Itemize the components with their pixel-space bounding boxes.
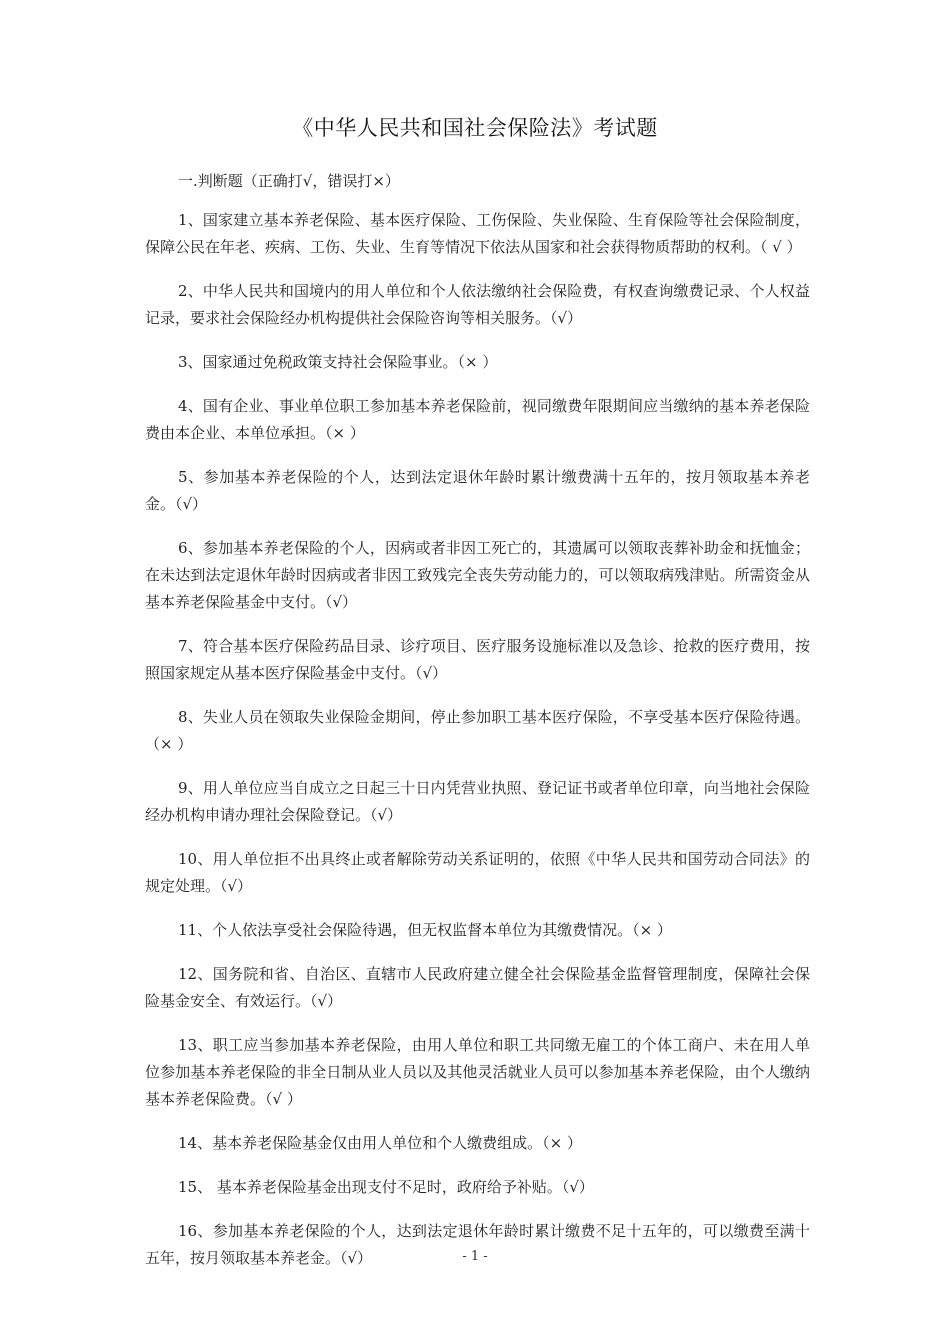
question-item: 6、参加基本养老保险的个人，因病或者非因工死亡的，其遗属可以领取丧葬补助金和抚恤金；在未达到法定退休年龄时因病或者非因工致残完全丧失劳动能力的，可以领取病残津贴。所需资金从基本养老保险基金中支付。（√） [145,539,810,611]
question-item: 3、国家通过免税政策支持社会保险事业。（× ） [178,353,498,371]
question-item: 8、失业人员在领取失业保险金期间，停止参加职工基本医疗保险，不享受基本医疗保险待遇。（× ） [145,708,810,753]
question-list [145,207,810,1289]
document-title: 《中华人民共和国社会保险法》考试题 [292,116,658,140]
question-item: 14、基本养老保险基金仅由用人单位和个人缴费组成。（× ） [178,1134,582,1152]
question-item: 7、符合基本医疗保险药品目录、诊疗项目、医疗服务设施标准以及急诊、抢救的医疗费用，按照国家规定从基本医疗保险基金中支付。（√） [145,637,810,682]
section-heading: 一.判断题（正确打√，错误打×） [178,172,400,190]
question-item: 11、个人依法享受社会保险待遇，但无权监督本单位为其缴费情况。（× ） [178,921,672,939]
question-item: 1、国家建立基本养老保险、基本医疗保险、工伤保险、失业保险、生育保险等社会保险制度，保障公民在年老、疾病、工伤、失业、生育等情况下依法从国家和社会获得物质帮助的权利。（ √ ） [145,211,810,256]
question-item: 10、用人单位拒不出具终止或者解除劳动关系证明的，依照《中华人民共和国劳动合同法》的规定处理。（√） [145,850,810,895]
page-number: - 1 - [462,1249,488,1264]
question-item: 12、国务院和省、自治区、直辖市人民政府建立健全社会保险基金监督管理制度，保障社会保险基金安全、有效运行。（√） [145,965,810,1010]
question-item: 2、中华人民共和国境内的用人单位和个人依法缴纳社会保险费，有权查询缴费记录、个人权益记录，要求社会保险经办机构提供社会保险咨询等相关服务。（√） [145,282,810,327]
question-item: 4、国有企业、事业单位职工参加基本养老保险前，视同缴费年限期间应当缴纳的基本养老保险费由本企业、本单位承担。（× ） [145,397,810,442]
question-item: 13、职工应当参加基本养老保险，由用人单位和职工共同缴无雇工的个体工商户、未在用人单位参加基本养老保险的非全日制从业人员以及其他灵活就业人员可以参加基本养老保险，由个人缴纳基本养老保险费。（√ ） [145,1036,810,1108]
question-item: 15、 基本养老保险基金出现支付不足时，政府给予补贴。（√） [178,1178,594,1196]
question-item: 5、参加基本养老保险的个人，达到法定退休年龄时累计缴费满十五年的，按月领取基本养老金。（√） [145,468,810,513]
question-item: 16、参加基本养老保险的个人，达到法定退休年龄时累计缴费不足十五年的，可以缴费至满十五年，按月领取基本养老金。（√） [145,1222,810,1267]
question-item: 9、用人单位应当自成立之日起三十日内凭营业执照、登记证书或者单位印章，向当地社会保险经办机构申请办理社会保险登记。（√） [145,779,810,824]
